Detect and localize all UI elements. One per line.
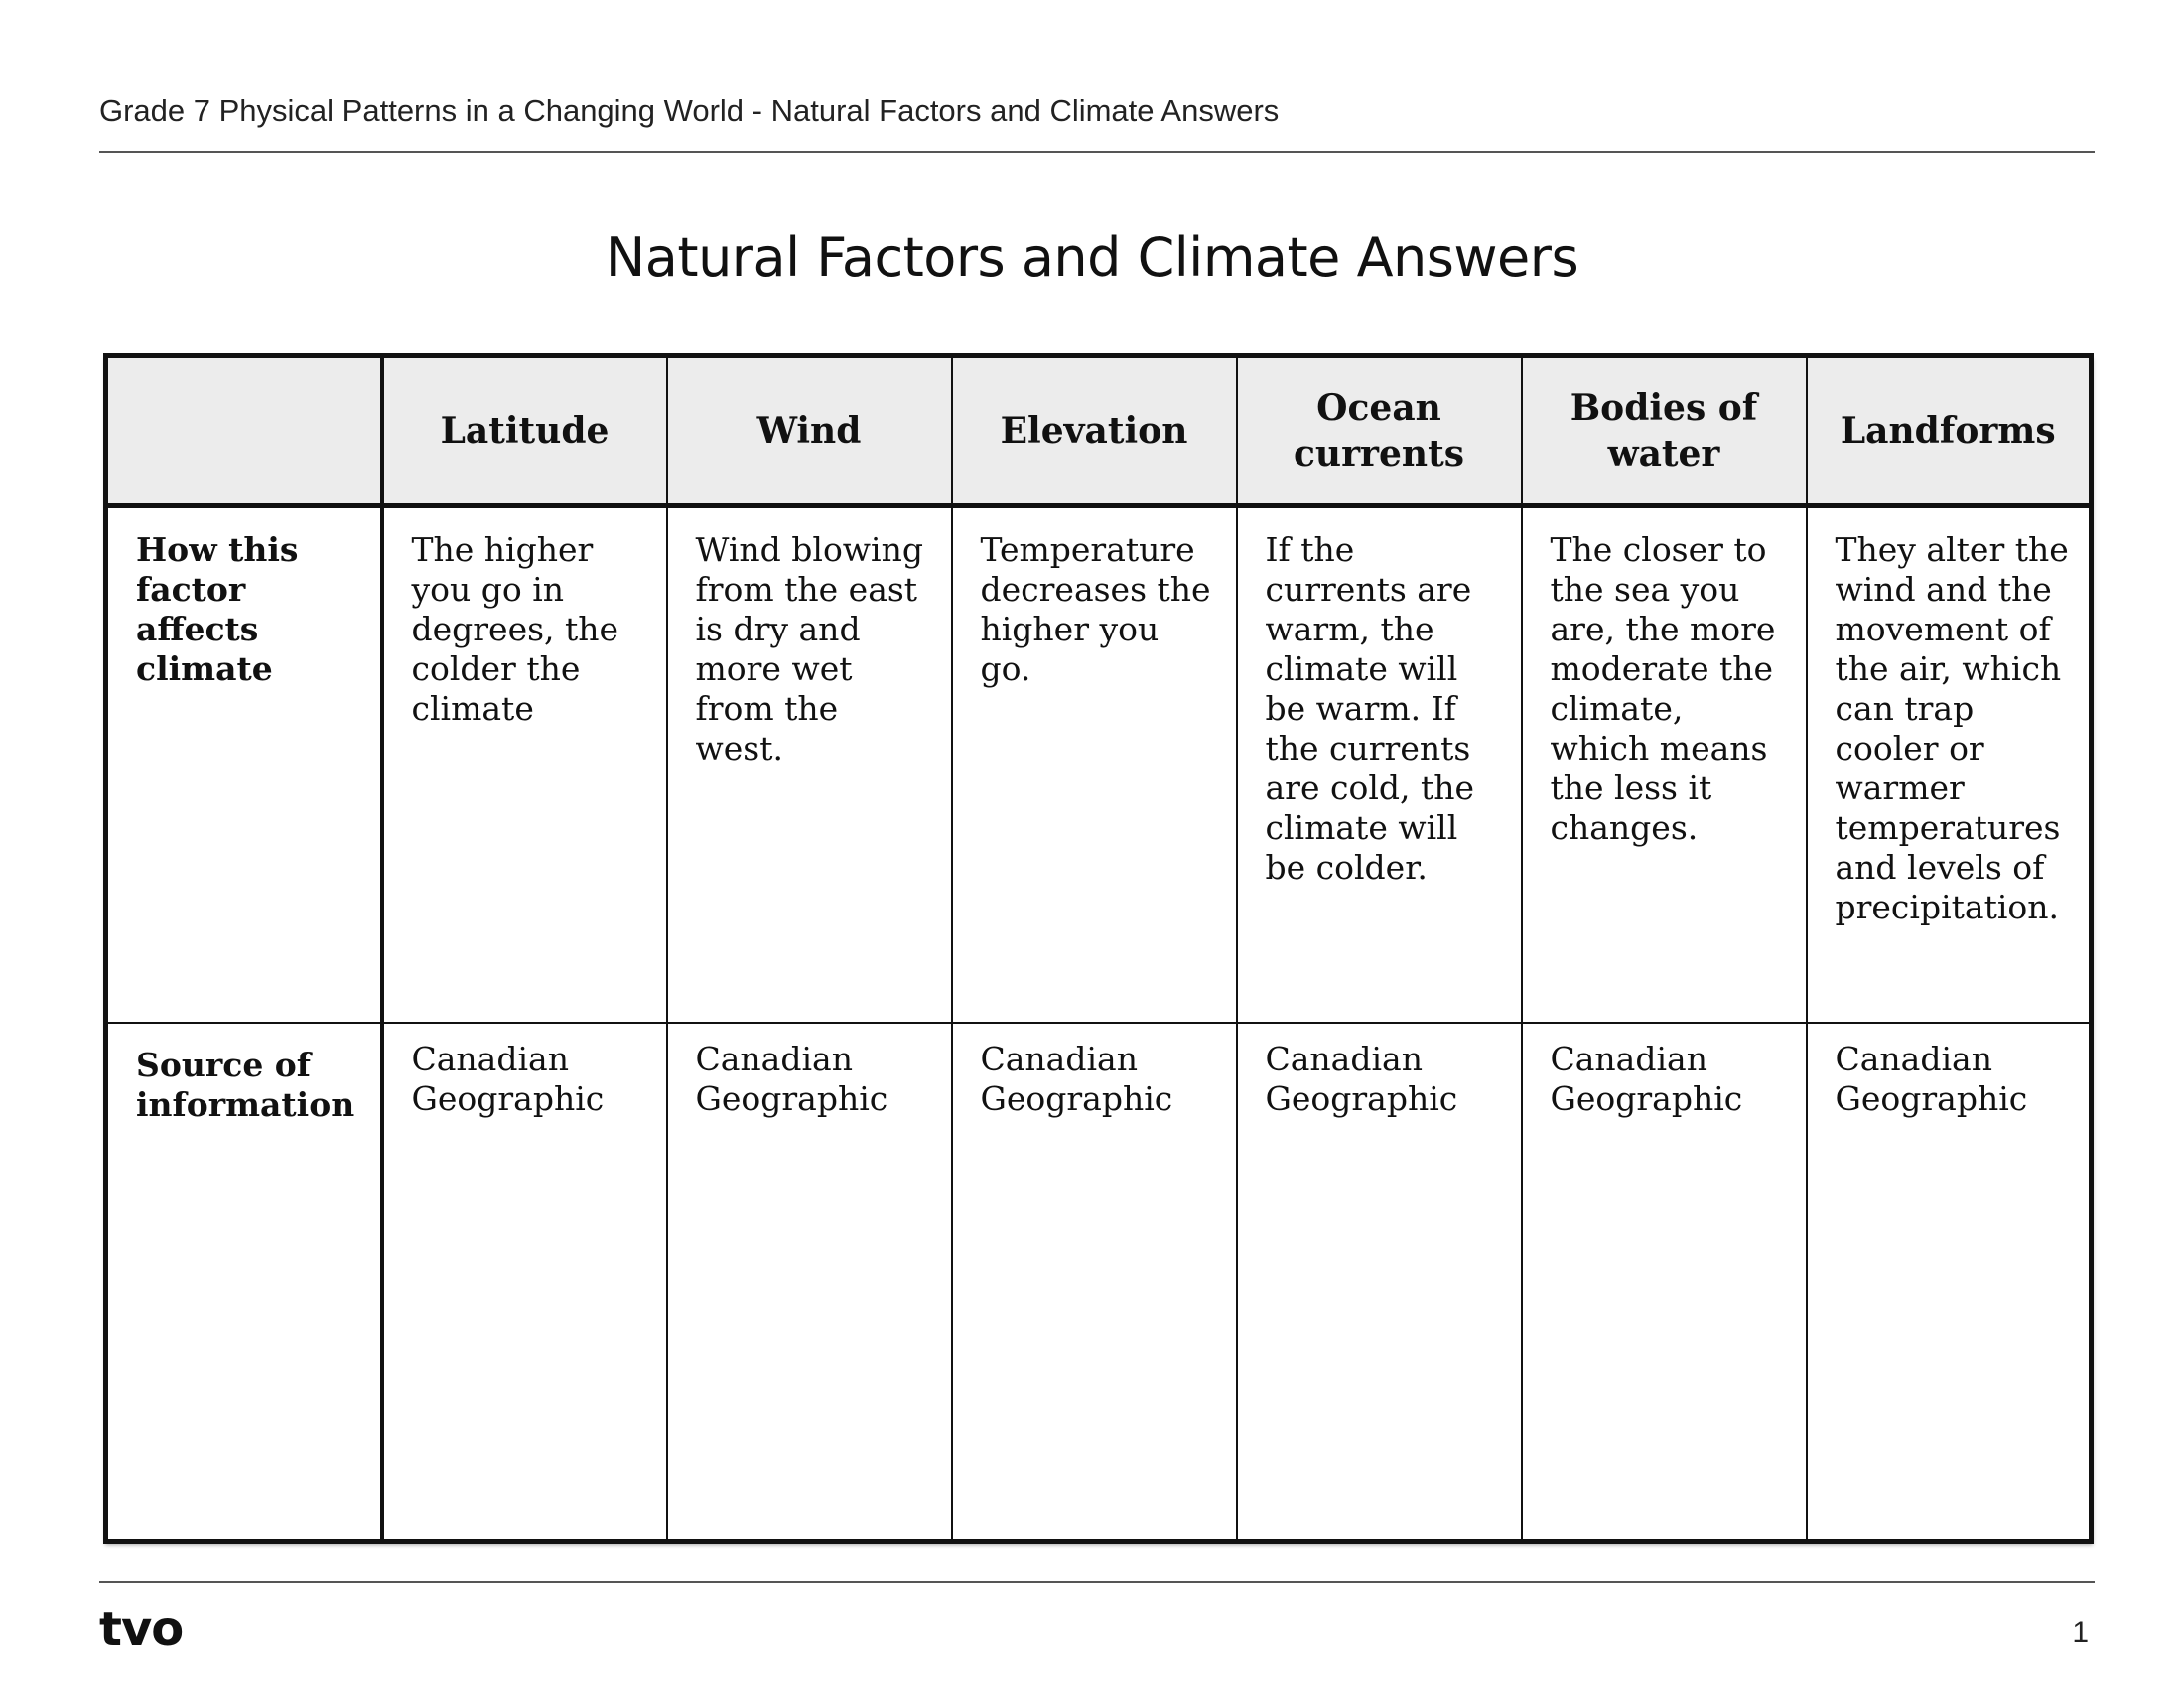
tvo-logo: tvo xyxy=(99,1602,184,1657)
table-cell-bodies-of-water-effect: The closer to the sea you are, the more moderate the climate, which means the less it changes. xyxy=(1522,506,1807,1023)
table-cell-wind-effect: Wind blowing from the east is dry and more wet from the west. xyxy=(667,506,952,1023)
column-header-ocean-currents: Ocean currents xyxy=(1237,356,1522,506)
factors-table xyxy=(103,353,2094,1544)
table-row xyxy=(106,506,2092,1023)
table-cell-wind-source: Canadian Geographic xyxy=(667,1023,952,1542)
table-cell-ocean-currents-source: Canadian Geographic xyxy=(1237,1023,1522,1542)
running-header: Grade 7 Physical Patterns in a Changing World - Natural Factors and Climate Answers xyxy=(99,93,1280,128)
header-divider xyxy=(99,151,2095,153)
column-header-elevation: Elevation xyxy=(952,356,1237,506)
page-title: Natural Factors and Climate Answers xyxy=(605,226,1579,289)
column-header-wind: Wind xyxy=(667,356,952,506)
column-header-landforms: Landforms xyxy=(1807,356,2092,506)
table-cell-elevation-source: Canadian Geographic xyxy=(952,1023,1237,1542)
column-header-bodies-of-water: Bodies of water xyxy=(1522,356,1807,506)
table-cell-landforms-effect: They alter the wind and the movement of the air, which can trap cooler or warmer temperatures and levels of precipitation. xyxy=(1807,506,2092,1023)
factors-table-container xyxy=(103,353,2091,1539)
row-header-how-factor-affects-climate: How this factor affects climate xyxy=(106,506,382,1023)
table-cell-latitude-effect: The higher you go in degrees, the colder the climate xyxy=(382,506,667,1023)
table-corner-cell xyxy=(106,356,382,506)
table-cell-ocean-currents-effect: If the currents are warm, the climate will be warm. If the currents are cold, the climate will be colder. xyxy=(1237,506,1522,1023)
table-cell-elevation-effect: Temperature decreases the higher you go. xyxy=(952,506,1237,1023)
table-cell-bodies-of-water-source: Canadian Geographic xyxy=(1522,1023,1807,1542)
table-cell-landforms-source: Canadian Geographic xyxy=(1807,1023,2092,1542)
table-cell-latitude-source: Canadian Geographic xyxy=(382,1023,667,1542)
column-header-latitude: Latitude xyxy=(382,356,667,506)
table-row xyxy=(106,1023,2092,1542)
row-header-source-of-information: Source of information xyxy=(106,1023,382,1542)
page-number: 1 xyxy=(2072,1617,2089,1649)
table-header-row xyxy=(106,356,2092,506)
footer-divider xyxy=(99,1581,2095,1583)
